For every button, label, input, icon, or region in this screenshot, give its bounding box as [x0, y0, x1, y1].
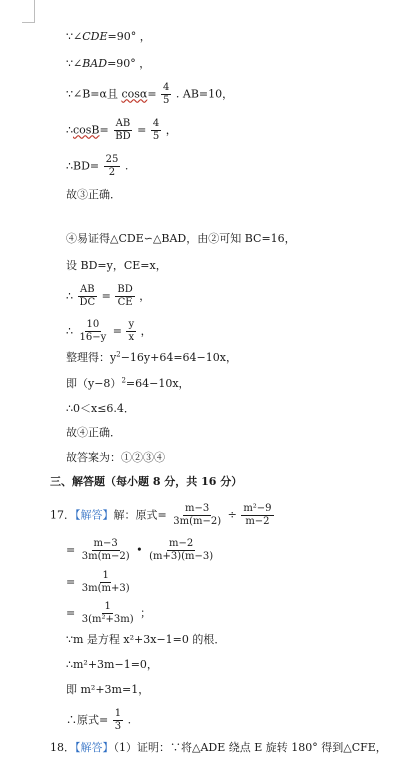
fraction: $\frac{1}{3}$ [114, 708, 122, 732]
problem-17-equation: ∴m²+3m−1=0， [66, 658, 158, 671]
section-heading: 三、解答题（每小题 8 分，共 16 分） [50, 475, 243, 488]
problem-17-step-3: = $\frac{1}{\text{3(m²+3m)}}$ ； [66, 601, 152, 625]
fraction: $\frac{AB}{BD}$ [115, 118, 131, 142]
fraction: $\frac{1}{\text{3(m²+3m)}}$ [81, 601, 134, 625]
problem-17-identity: 即 m²+3m=1， [66, 683, 150, 696]
problem-17-step-1: = $\frac{m-3}{3m(m-2)}$ • $\frac{m-2}{(m+3)(m-3)}$ [66, 538, 214, 562]
line-cde: ∵∠CDE=90° ， [66, 30, 151, 43]
answer-tag: 【解答】 [75, 508, 114, 522]
line-rearranged: 整理得：$y^2-16y+64=64-10x$， [66, 350, 237, 364]
fraction: $\frac{m-3}{3m(m-2)}$ [81, 538, 130, 562]
fraction: $\frac{4}{5}$ [163, 82, 170, 106]
fraction: $\frac{AB}{DC}$ [79, 284, 96, 308]
problem-17-start: 17．【解答】解：原式= $\frac{m-3}{3m(m-2)}$ ÷ $\frac{\text{m²−9}}{m-2}$ [50, 503, 272, 527]
line-ratio: ∴ $\frac{AB}{DC}$ = $\frac{BD}{CE}$ ， [66, 284, 151, 308]
fraction: $\frac{4}{5}$ [152, 118, 160, 142]
line-x-range: ∴0＜x≤6.4． [66, 402, 135, 415]
problem-18-start: 18．【解答】（1）证明：∵将△ADE 绕点 E 旋转 180° 得到△CFE， [50, 741, 387, 754]
fraction: $\frac{\text{m²−9}}{m-2}$ [243, 503, 272, 527]
fraction: $\frac{y}{x}$ [128, 319, 135, 343]
fraction: $\frac{m-3}{3m(m-2)}$ [173, 503, 222, 527]
line-bad: ∵∠BAD=90° ， [66, 57, 151, 70]
problem-17-result: ∴原式= $\frac{1}{3}$ . [66, 708, 132, 732]
fraction: $\frac{BD}{CE}$ [117, 284, 133, 308]
problem-17-root-fact: ∵m 是方程 x²+3x−1=0 的根． [66, 633, 226, 646]
line-cos-alpha: ∵∠B=α且 cosα= $\frac{4}{5}$ . AB=10， [66, 82, 234, 106]
line-conclusion-3: 故③正确． [66, 188, 121, 201]
fraction: $\frac{m-2}{(m+3)(m-3)}$ [149, 538, 214, 562]
line-bd-value: ∴BD= $\frac{25}{2}$ . [66, 154, 129, 178]
problem-17-step-2: = $\frac{1}{3m(m+3)}$ [66, 570, 130, 594]
line-similar-triangles: ④易证得△CDE∽△BAD，由②可知 BC=16， [66, 232, 296, 245]
line-conclusion-4: 故④正确． [66, 426, 121, 439]
line-squared-form: 即$(y-8)^2=64-10x$， [66, 376, 190, 390]
fraction: $\frac{10}{16-y}$ [79, 319, 107, 343]
line-ratio-substituted: ∴ $\frac{10}{16-y}$ = $\frac{y}{x}$ ， [66, 319, 152, 343]
answer-tag: 【解答】 [75, 741, 114, 754]
page-corner-mark [22, 0, 35, 23]
fraction: $\frac{25}{2}$ [105, 154, 119, 178]
line-cos-b: ∴cosB= $\frac{AB}{BD}$ = $\frac{4}{5}$ ， [66, 118, 177, 142]
line-let-vars: 设 BD=y，CE=x， [66, 259, 167, 272]
line-final-answer: 故答案为：①②③④ [66, 451, 165, 464]
fraction: $\frac{1}{3m(m+3)}$ [81, 570, 130, 594]
